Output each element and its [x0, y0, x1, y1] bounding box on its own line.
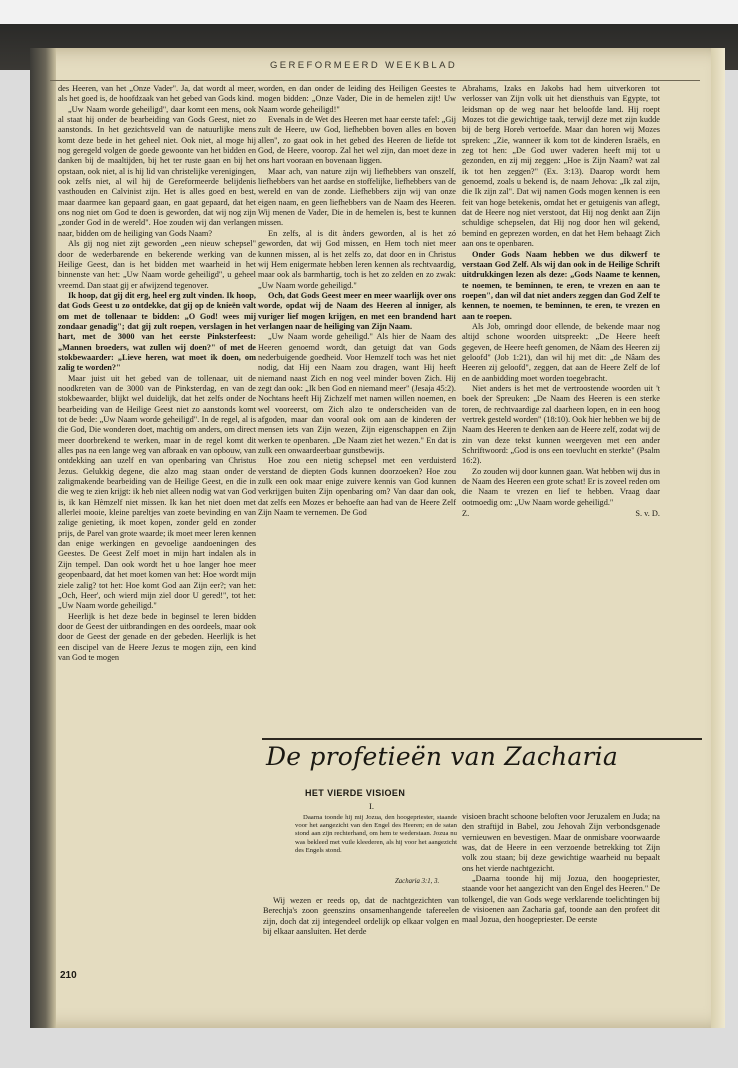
signature-left: Z. [462, 509, 470, 519]
article-body-col3 [462, 812, 660, 926]
col3-paragraph: Als Job, omringd door ellende, de bekende maar nog altijd schone woorden uitspreekt: „De Heere heeft gegeven, de Heere heeft genomen, de Nâam des Heeren zij geloofd" (Job 1:21), dan wil hij met dit: „de Nâam des Heeren zij geloofd", zeggen, dat aan de Heere Zelf de lof en de aanbidding moet worden toegebracht. [462, 321, 660, 383]
running-title: GEREFORMEERD WEEKBLAD [270, 60, 458, 71]
page-number: 210 [60, 970, 77, 981]
col1-paragraph: des Heeren, van het „Onze Vader". Ja, dat wordt al meer, als het goed is, de hoofdzaak van het gebed van Gods kind. [58, 84, 256, 104]
column-2 [258, 84, 456, 774]
col2-paragraph: „Uw Naam worde geheiligd." Als hier de Naam des Heeren genoemd wordt, dan getuigt dat van Gods nederbuigende goedheid. Voor Hemzelf toch was het niet nodig, dat Hij een Naam zou dragen, want Hij heeft niemand naast Zich en nog veel minder boven Zich. Hij zegt dan ook: „Ik ben God en niemand meer" (Jesaja 45:2). Nochtans heeft Hij Zichzelf met namen willen noemen, en wel vooreerst, om Zich alzo te onderscheiden van de afgoden, maar dan vooral ook om aan de kinderen der mensen iets van Zijn wezen, Zijn eigenschappen en Zijn werken te openbaren. „De Naam ziet het wezen." En dat is zulk een onwaardeerbaar gunstbewijs. [258, 332, 456, 456]
article-body-col2: Wij wezen er reeds op, dat de nachtgezichten van Berechja's zoon geenszins onsamenhangende tafereelen zijn, doch dat zij integendeel ordelijk op elkaar volgen en bij elkaar aansluiten. Het derde [263, 896, 459, 937]
col2-paragraph: En zelfs, al is dit ànders geworden, al is het zó geworden, dat wij God missen, en Hem toch niet meer kunnen missen, al is het zelfs zo, dat door en in Christus wij Hem enigermate hebben leren kennen als rechtvaardig, maar ook als barmhartig, toch is het zo zelden en zo zwak: „Uw Naam worde geheiligd." [258, 228, 456, 290]
col3-paragraph: Abrahams, Izaks en Jakobs had hem uitverkoren tot verlosser van Zijn volk uit het diensthuis van Egypte, tot leidsman op de weg naar het beloofde land. Hij roept Mozes tot die gewichtige taak, terwijl deze met zijn kudde bij de berg Horeb vertoefde. Maar dan horen wij Mozes spreken: „Zie, wanneer ik kom tot de kinderen Israëls, en zeg tot hen: „De God uwer vaderen heeft mij tot u gezonden, en zij mij zeggen: „Hoe is Zijn Naam? wat zal ik tot hen zeggen?" (Ex. 3:13). Daarop wordt hem genoemd, zoals u bekend is, de naam Jehova: „Ik zal zijn, die Ik zijn zal". Dat wij namen Gods mogen kennen is een feit van hoge betekenis, omdat het er getuigenis van aflegt, dat de Heere nog niet verstoot, dat Hij nog denkt aan Zijn schuldige schepselen, dat Hij nog door hen wil gekend, bemind en geprezen worden, en dat het Hem behaagt Zich aan ons te openbaren. [462, 84, 660, 249]
signature-right: S. v. D. [635, 509, 660, 519]
column-1 [58, 84, 256, 663]
article-title: De profetieën van Zacharia [266, 742, 618, 771]
col2-paragraph: Maar ach, van nature zijn wij liefhebbers van onszelf, liefhebbers van het aardse en stoffelijke, liefhebbers van de wereld en van de zonde. Liefhebbers zijn wij van onze eigen naam, en geen liefhebbers van de Naam des Heeren. Wij menen de Vader, Die in de hemelen is, best te kunnen missen. [258, 166, 456, 228]
col2-paragraph: Hoe zou een nietig schepsel met een verduisterd verstand de diepten Gods kunnen doorzoeken? Hoe zou zulk een ook maar enige zuivere kennis van God kunnen verkrijgen buiten Zijn openbaring om? Van daar dan ook, dat zelfs een Mozes er behoefte aan had van de Heere Zelf Zijn Naam te vernemen. De God [258, 456, 456, 518]
page-edge [711, 48, 725, 1028]
article-paragraph: visioen bracht schoone beloften voor Jeruzalem en Juda; na den straftijd in Babel, zou Jehovah Zijn verbondsgenade vernieuwen en bevestigen. Maar de onmisbare voorwaarde was, dat de Heere in een verzoende betrekking tot Zijn volk zou staan; bij deze gewichtige waarheid nu bepaalt ons het vierde nachtgezicht. [462, 812, 660, 873]
section-numeral: I. [369, 801, 374, 811]
col3-paragraph: Zo zouden wij door kunnen gaan. Wat hebben wij dus in de Naam des Heeren een grote schat! Er is zoveel reden om die Naam te vrezen en lief te hebben. Vraag daar ootmoedig om: „Uw Naam worde geheiligd." [462, 466, 660, 507]
article-subtitle: HET VIERDE VISIOEN [305, 788, 406, 798]
col3-paragraph: Onder Gods Naam hebben we dus dikwerf te verstaan God Zelf. Als wij dan ook in de Heilige Schrift uitdrukkingen lezen als deze: „Gods Naame te kennen, te noemen, te beminnen, te eren, te vrezen en aan te roepen", dan wil dat niet anders zeggen dan God Zelf te kennen, te noemen, te beminnen, te eren, te vrezen en aan te roepen. [462, 249, 660, 321]
column-3 [462, 84, 660, 519]
header-rule [50, 80, 700, 81]
col3-paragraph: Niet anders is het met de vertroostende woorden uit 't boek der Spreuken: „De Naam des Heeren is een sterke toren, de rechtvaardige zal daarheen lopen, en in een hoog vertrek gesteld worden" (18:10). Ook hier hebben we bij de Naam des Heeren te denken aan de Heere zelf, zodat wij de zin van deze tekst kunnen weergeven met een ander Schriftwoord: „God is ons een toevlucht en sterkte" (Psalm 16:2). [462, 383, 660, 466]
col2-paragraph: Evenals in de Wet des Heeren met haar eerste tafel: „Gij zult de Heere, uw God, liefhebben boven alles en boven allen", zo gaat ook in het gebed des Heeren de liefde tot God, de Heere, voorop. Zal het wel zijn, dan moet deze in ons hart vooraan en bovenaan liggen. [258, 115, 456, 166]
scripture-quote: Daarna toonde hij mij Jozua, den hoogepriester, staande voor het aangezicht van den Engel des Heeren; en de satan stond aan zijn rechterhand, om hem te wederstaan. Jozua nu was bekleed met vuile kleederen, als hij voor het aangezicht des Engels stond. [295, 814, 457, 854]
article-divider [262, 738, 702, 740]
page-spine [30, 48, 56, 1028]
col2-paragraph: Och, dat Gods Geest meer en meer waarlijk over ons worde, opdat wij de Naam des Heeren al inniger, als vuriger lief mogen krijgen, en met een brandend hart verlangen naar de heiliging van Zijn Naam. [258, 290, 456, 331]
col1-paragraph: Maar juist uit het gebed van de tollenaar, uit de noodkreten van de 3000 van de Pinksterdag, en van de stokbewaarder, blijkt wel duidelijk, dat het zelfs onder de bearbeiding van de Heilige Geest niet zo aanstonds komt tot de bede: „Uw Naam worde geheiligd". In de regel, al is die God, Die wonderen doet, machtig om anders, om direct meer doorbrekend te werken, maar in de regel komt dit alles pas na een lange weg van afbraak en van opbouw, van ontdekking aan uzelf en van openbaring van Christus Jezus. Gelukkig degene, die alzo mag staan onder de zaligmakende bearbeiding van de Heilige Geest, en die in die weg te zien krijgt: ik heb niet alleen nodig wat van God is, ik kan Hèmzelf niet missen. Ik kan het niet doen met allerlei mooie, kleine pareltjes van zoete bevinding en van zalige genieting, ik moet kopen, zonder geld en zonder prijs, de Parel van grote waarde; ik moet meer leren kennen dan enige werkingen en gevoelige aandoeningen des Geestes. De Geest Zelf moet in mijn hart indalen als in Zijn tempel. Dan ook wordt het u hoe langer hoe meer geopenbaard, dat het moet komen van het: Hoe wordt mijn ziele zalig? tot het: Hoe komt God aan Zijn eer?; van het: „Och, Heer', och wierd mijn ziel door U gered!", tot het: „Uw Naam worde geheiligd." [58, 373, 256, 611]
col1-paragraph: Als gij nog niet zijt geworden „een nieuw schepsel" door de wederbarende en bekerende werking van de Heilige Geest, dan is het bidden met waarheid in het binnenste van het: „Uw Naam worde geheiligd", u geheel vreemd. Dan staat gij er afwijzend tegenover. [58, 239, 256, 290]
col1-paragraph: „Uw Naam worde geheiligd", daar komt een mens, ook al staat hij onder de bearbeiding van Gods Geest, niet zo aanstonds. In het gezichtsveld van de natuurlijke mens komt deze bede in het geheel niet. Ook niet, al moge hij nog geregeld volgen de goede gewoonte van het bidden en danken bij de maaltijden, bij het ter ruste gaan en bij het opstaan, ook niet, al is hij lid van christelijke verenigingen, ook zelfs niet, al wil hij de Gereformeerde belijdenis vasthouden en Calvinist zijn. Het is alles goed en best, maar daarmee kan gepaard gaan, en gaat gepaard, dat het ons nog niet om God te doen is geworden, dat wij nog zijn „zonder God in de wereld". Hoe zouden wij dan verlangen naar, bidden om de heiliging van Gods Naam? [58, 104, 256, 238]
col1-paragraph: Ik hoop, dat gij dit erg, heel erg zult vinden. Ik hoop, dat Gods Geest u zo ontdekke, dat gij op de knieën valt om met de tollenaar te bidden: „O God! wees mij zondaar genadig"; dat gij zult roepen, verslagen in het hart, met de 3000 van het eerste Pinksterfeest: „Mannen broeders, wat zullen wij doen?" of met de stokbewaarder: „Lieve heren, wat moet ik doen, om zalig te worden?" [58, 290, 256, 373]
scripture-reference: Zacharia 3:1, 3. [395, 878, 440, 885]
col2-paragraph: worden, en dan onder de leiding des Heiligen Geestes te mogen bidden: „Onze Vader, Die in de hemelen zijt! Uw Naam worde geheiligd!" [258, 84, 456, 114]
col1-paragraph: Heerlijk is het deze bede in beginsel te leren bidden door de Geest der uitbrandingen en des oordeels, maar ook door de Geest der genade en der gebeden. Heerlijk is het een discipel van de Heere Jezus te mogen zijn, een kind van God te mogen [58, 611, 256, 662]
article-paragraph: „Daarna toonde hij mij Jozua, den hoogepriester, staande voor het aangezicht van den Engel des Heeren." De tolkengel, die van Gods wege verklarende toelichtingen bij de visioenen aan Zacharia gaf, toonde aan den profeet dit maal Jozua, den hoogepriester. De eerste [462, 874, 660, 925]
signature [462, 509, 660, 519]
